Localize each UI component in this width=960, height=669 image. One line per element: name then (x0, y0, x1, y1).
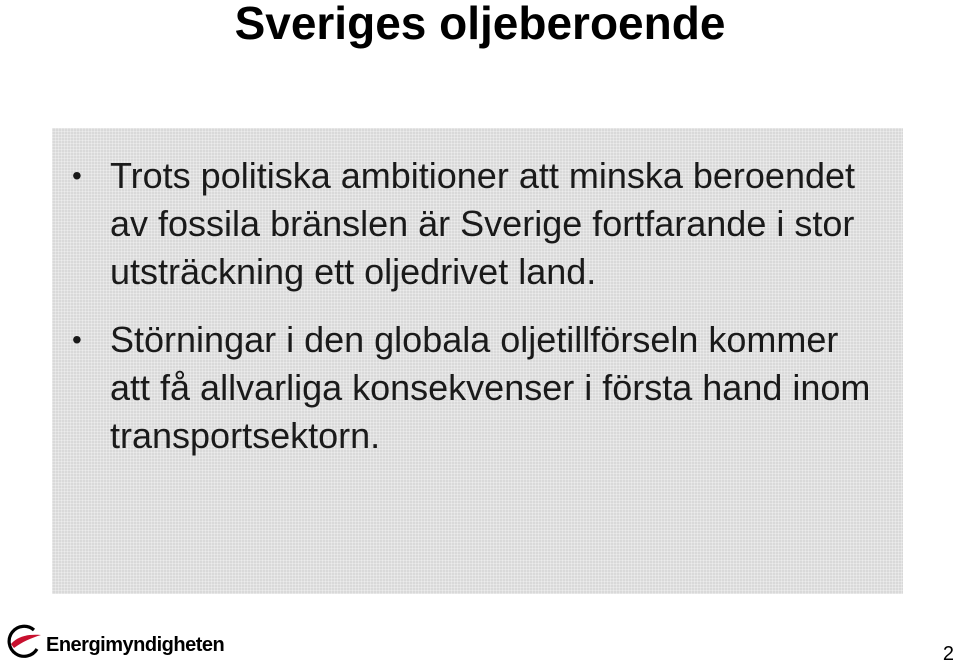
bullet-text: Störningar i den globala oljetillförseln kommer att få allvarliga konsekvenser i första hand inom transportsektorn. (110, 319, 871, 456)
footer (0, 609, 960, 669)
energimyndigheten-logo-icon (4, 621, 44, 661)
bullet-dot-icon: • (72, 160, 82, 191)
bullet-dot-icon: • (72, 324, 82, 355)
bullet-item (72, 152, 872, 296)
bullet-list (72, 152, 872, 480)
slide-title: Sveriges oljeberoende (234, 0, 726, 49)
bullet-item (72, 316, 872, 460)
content-box (52, 128, 903, 594)
page-number: 2 (942, 643, 954, 665)
logo (4, 621, 224, 661)
logo-text: Energimyndigheten (46, 633, 225, 656)
bullet-text: Trots politiska ambitioner att minska beroendet av fossila bränslen är Sverige fortfarande i stor utsträckning ett oljedrivet land. (110, 155, 856, 292)
